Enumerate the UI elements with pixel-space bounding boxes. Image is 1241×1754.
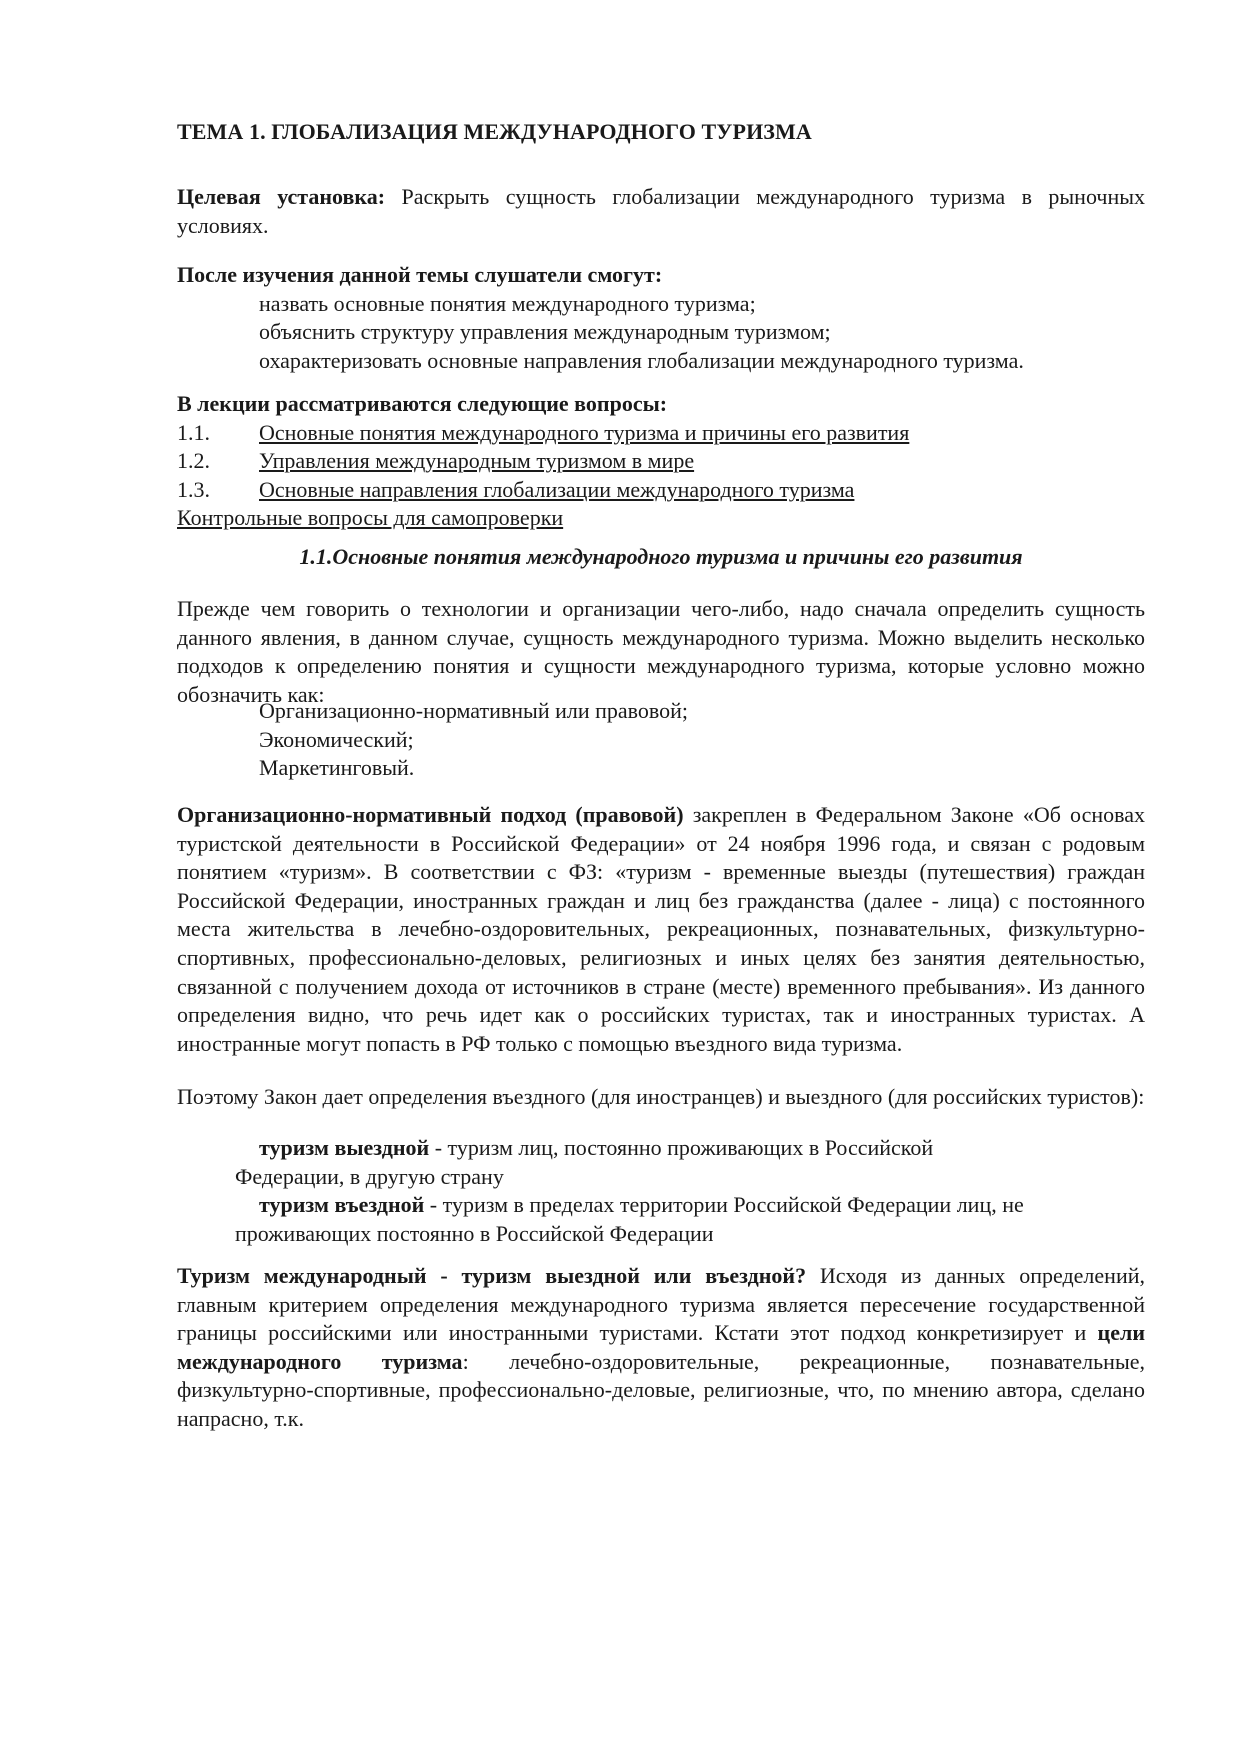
international-question: Туризм международный - туризм выездной или въездной? bbox=[177, 1263, 807, 1288]
definition-text: - туризм в пределах территории Российской Федерации лиц, не bbox=[424, 1192, 1024, 1218]
definition-term: туризм выездной bbox=[259, 1135, 430, 1160]
outcomes-section bbox=[177, 261, 1145, 375]
law-intro-paragraph: Поэтому Закон дает определения въездного (для иностранцев) и выездного (для российских туристов): bbox=[177, 1084, 1145, 1109]
international-paragraph bbox=[177, 1262, 1145, 1434]
goal-paragraph bbox=[177, 183, 1145, 240]
definition-text: - туризм лиц, постоянно проживающих в Российской bbox=[429, 1135, 934, 1160]
outcome-item: назвать основные понятия международного туризма; bbox=[259, 290, 756, 316]
definition-item bbox=[177, 1191, 1145, 1248]
international-goals-term: цели международного туризма bbox=[177, 1320, 1145, 1374]
question-link-1-1[interactable]: Основные понятия международного туризма и причины его развития bbox=[259, 419, 910, 445]
legal-approach-text: закреплен в Федеральном Законе «Об основах туристской деятельности в Российской Федерации» от 24 ноября 1996 года, и связан с родовым понятием «туризм». В соответствии с ФЗ: «туризм - временные выезды (путешествия) граждан Российской Федерации, иностранных граждан и лиц без гражданства (далее - лица) с постоянного места жительства в лечебно-оздоровительных, рекреационных, познавательных, физкультурно-спортивных, профессионально-деловых, религиозных и иных целях без занятия деятельностью, связанной с получением дохода от источников в стране (месте) временного пребывания». Из данного определения видно, что речь идет как о российских туристах, так и иностранных туристах. А иностранные могут попасть в РФ только с помощью въездного вида туризма. bbox=[177, 802, 1146, 1056]
question-row bbox=[177, 476, 1145, 505]
approach-item: Экономический; bbox=[259, 726, 414, 752]
question-row bbox=[177, 447, 1145, 476]
approaches-list bbox=[177, 697, 1227, 783]
definition-text-cont: Федерации, в другую страну bbox=[235, 1163, 504, 1189]
outcome-item: охарактеризовать основные направления глобализации международного туризма. bbox=[259, 347, 1024, 373]
section-heading: 1.1.Основные понятия международного туризма и причины его развития bbox=[299, 544, 1023, 569]
question-number: 1.2. bbox=[177, 448, 210, 474]
definition-item bbox=[177, 1134, 1145, 1191]
outcomes-heading: После изучения данной темы слушатели смогут: bbox=[177, 262, 663, 287]
outcomes-list bbox=[177, 290, 1145, 376]
self-check-link[interactable]: Контрольные вопросы для самопроверки bbox=[177, 505, 564, 531]
outcome-item: объяснить структуру управления международным туризмом; bbox=[259, 319, 831, 345]
question-row bbox=[177, 419, 1145, 448]
international-text-1: Исходя из данных определений, главным критерием определения международного туризма является пересечение государственной границы российскими или иностранными туристами. Кстати этот подход конкретизирует и bbox=[177, 1263, 1145, 1346]
question-number: 1.3. bbox=[177, 476, 210, 502]
questions-heading: В лекции рассматриваются следующие вопросы: bbox=[177, 391, 668, 416]
definition-text-cont: проживающих постоянно в Российской Федерации bbox=[235, 1220, 714, 1246]
question-link-1-2[interactable]: Управления международным туризмом в мире bbox=[259, 448, 695, 474]
approach-item: Маркетинговый. bbox=[259, 755, 415, 781]
page-title: ТЕМА 1. ГЛОБАЛИЗАЦИЯ МЕЖДУНАРОДНОГО ТУРИЗМА bbox=[177, 119, 812, 144]
question-number: 1.1. bbox=[177, 419, 210, 445]
goal-label: Целевая установка: bbox=[177, 184, 386, 209]
question-link-1-3[interactable]: Основные направления глобализации международного туризма bbox=[259, 476, 855, 502]
international-text-2: : лечебно-оздоровительные, рекреационные, познавательные, физкультурно-спортивные, профессионально-деловые, религиозные, что, по мнению автора, сделано напрасно, т.к. bbox=[177, 1348, 1145, 1431]
definitions-list bbox=[177, 1134, 1145, 1248]
questions-section bbox=[177, 390, 1145, 533]
approach-item: Организационно-нормативный или правовой; bbox=[259, 698, 689, 723]
legal-approach-term: Организационно-нормативный подход (правовой) bbox=[177, 802, 684, 827]
definition-term: туризм въездной bbox=[259, 1192, 425, 1218]
goal-text: Раскрыть сущность глобализации международного туризма в рыночных условиях. bbox=[177, 184, 1145, 238]
intro-paragraph: Прежде чем говорить о технологии и организации чего-либо, надо сначала определить сущность данного явления, в данном случае, сущность международного туризма. Можно выделить несколько подходов к определению понятия и сущности международного туризма, которые условно можно обозначить как: bbox=[177, 596, 1145, 707]
legal-paragraph bbox=[177, 801, 1145, 1058]
